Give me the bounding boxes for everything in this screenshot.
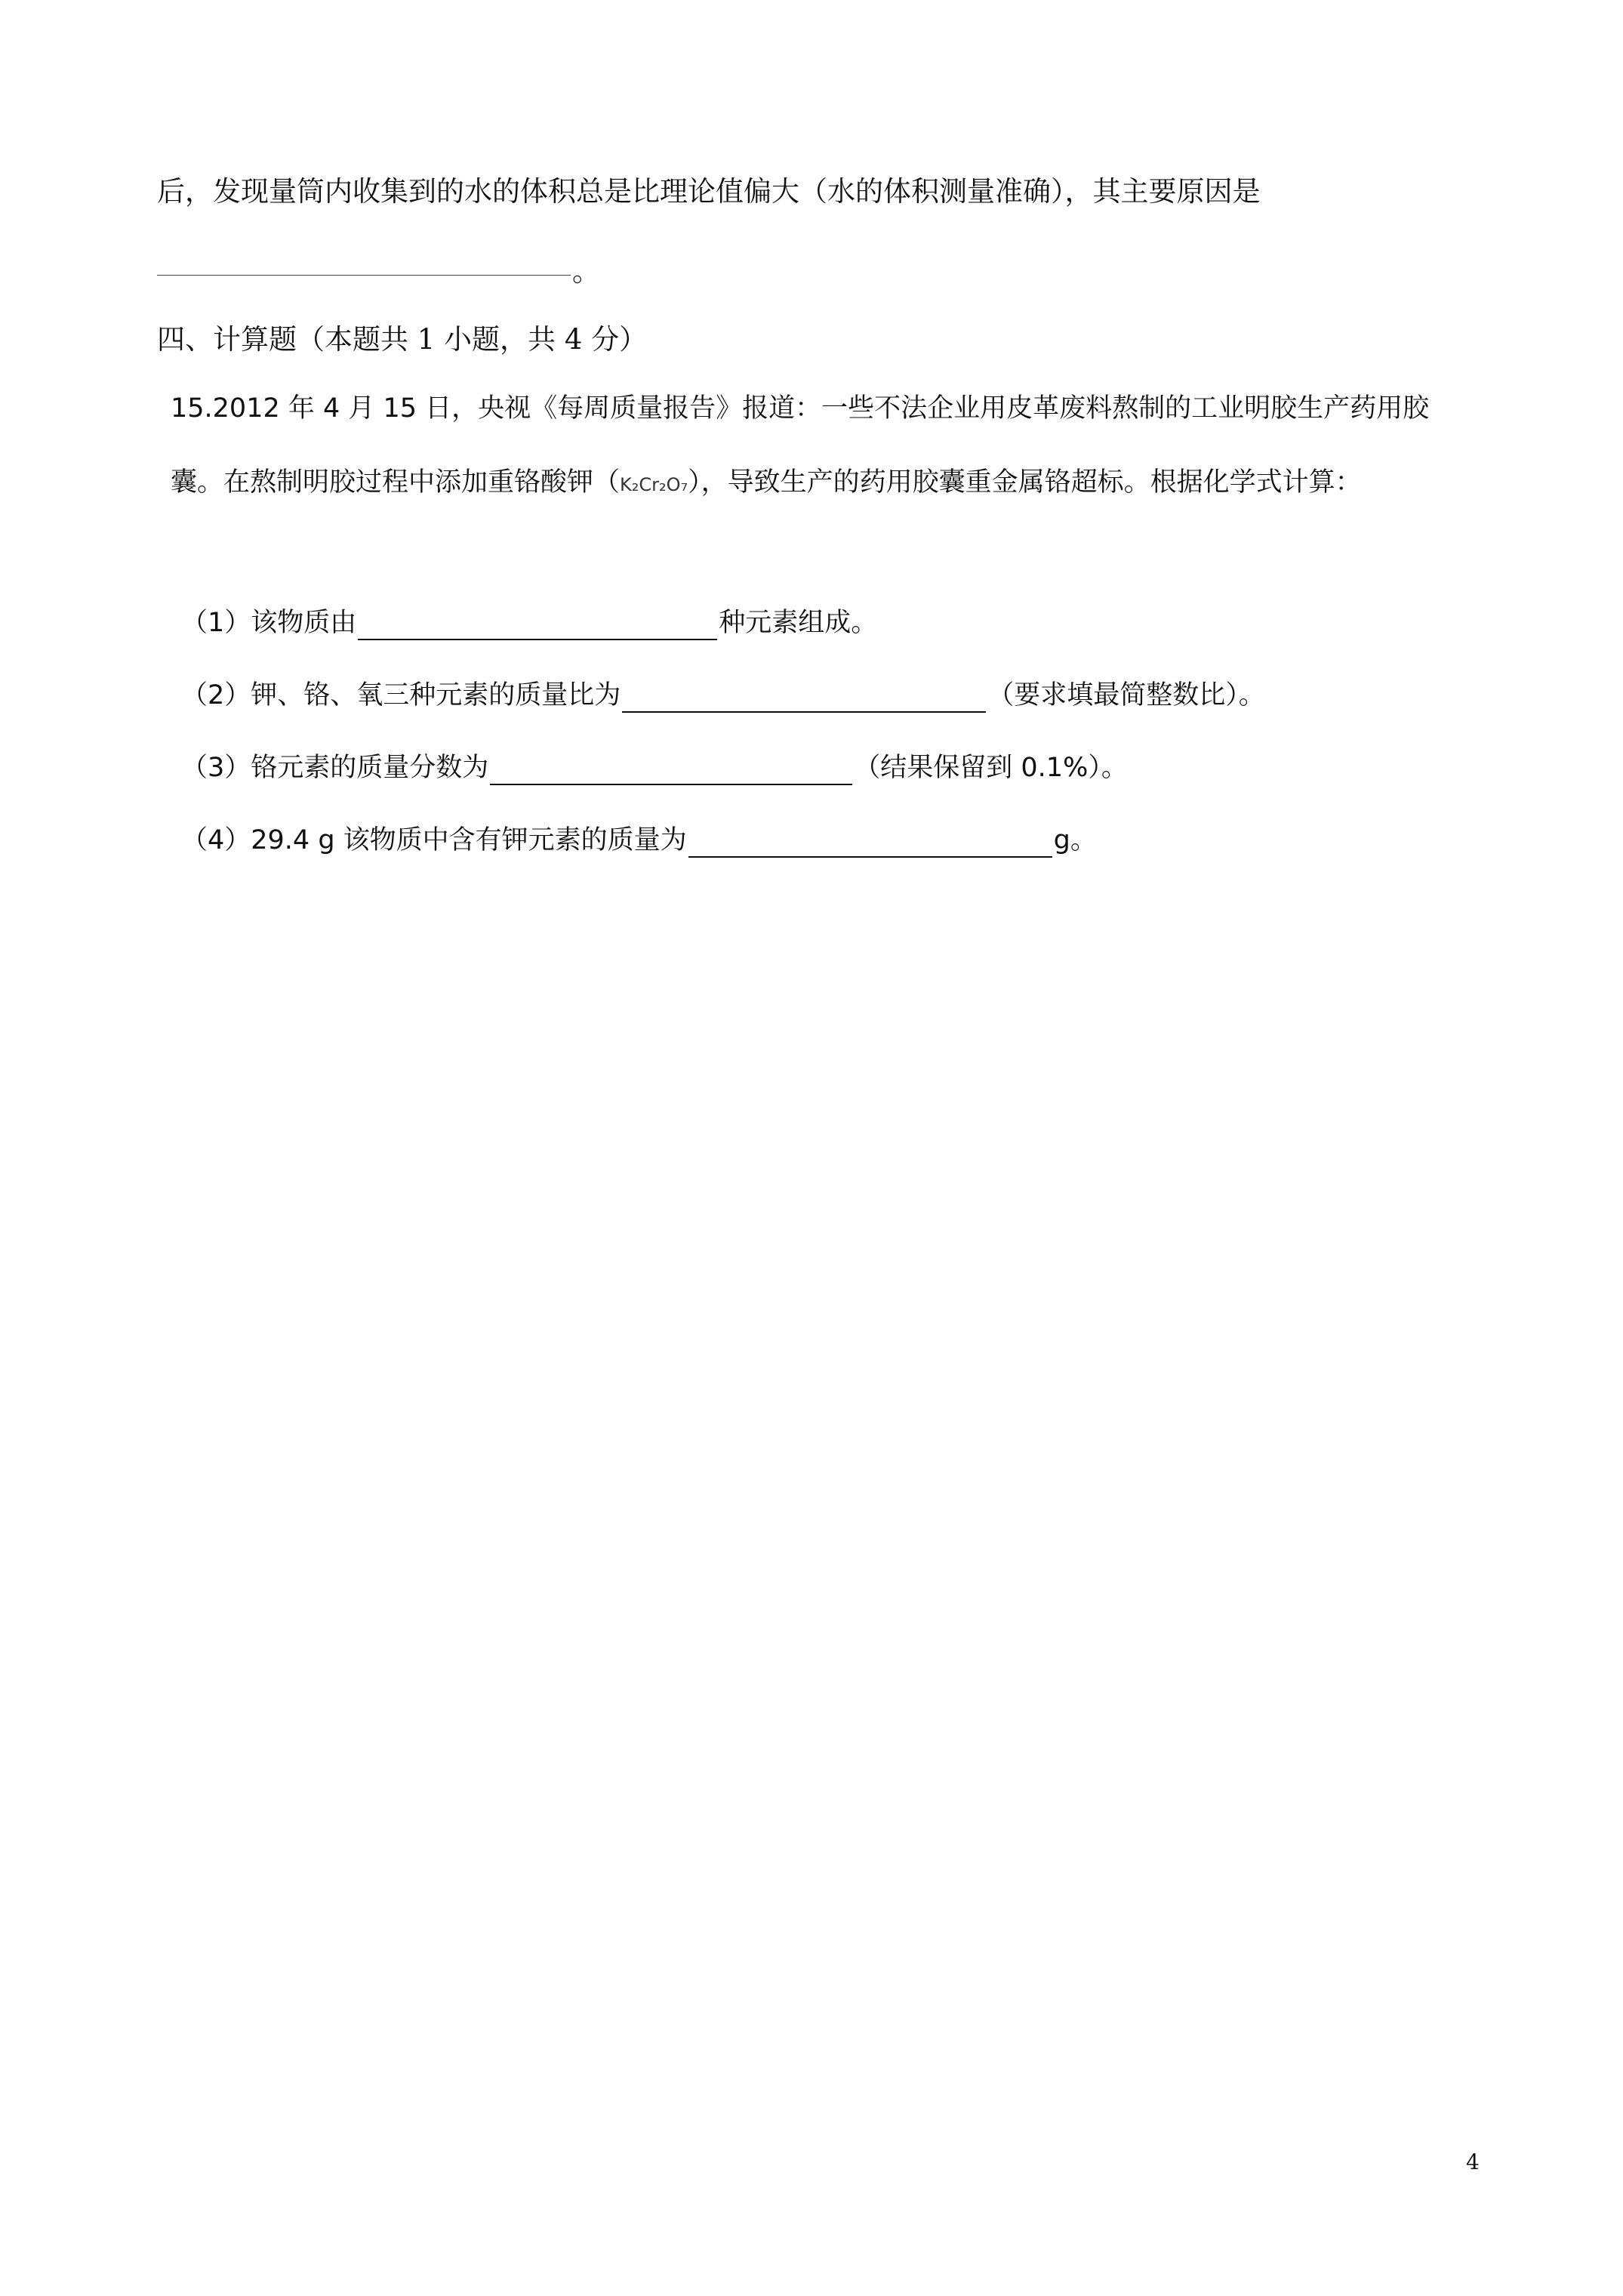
sub-question-2-blank[interactable] (622, 683, 986, 713)
sub-question-1 (181, 606, 877, 640)
sub-question-3-suffix: （结果保留到 0.1%）。 (854, 753, 1128, 783)
sub-question-4 (181, 823, 1097, 858)
sub-question-2-suffix: （要求填最简整数比）。 (987, 680, 1265, 710)
sub-question-2 (181, 678, 1265, 713)
answer-blank-line[interactable] (157, 275, 571, 276)
question-intro-line-1: 15.2012 年 4 月 15 日，央视《每周质量报告》报道：一些不法企业用皮革废料熬制的工业明胶生产药用胶 (171, 393, 1430, 424)
question-intro-line-2 (171, 465, 1362, 502)
sub-question-4-suffix: g。 (1053, 825, 1097, 855)
sub-question-3 (181, 750, 1128, 785)
page-number: 4 (1466, 2150, 1480, 2174)
blank-period: 。 (572, 255, 600, 288)
section-heading: 四、计算题（本题共 1 小题，共 4 分） (157, 323, 648, 356)
sub-question-2-prefix: （2）钾、铬、氧三种元素的质量比为 (181, 680, 621, 710)
intro-line-2-start: 囊。在熬制明胶过程中添加重铬酸钾（ (171, 467, 621, 498)
sub-question-1-blank[interactable] (358, 610, 717, 640)
sub-question-3-blank[interactable] (490, 755, 852, 785)
sub-question-4-prefix: （4）29.4 g 该物质中含有钾元素的质量为 (181, 825, 687, 855)
continued-text-line: 后，发现量筒内收集到的水的体积总是比理论值偏大（水的体积测量准确），其主要原因是 (157, 175, 1261, 208)
sub-question-1-prefix: （1）该物质由 (181, 608, 357, 638)
sub-question-3-prefix: （3）铬元素的质量分数为 (181, 753, 489, 783)
intro-line-2-end: ），导致生产的药用胶囊重金属铬超标。根据化学式计算： (688, 467, 1362, 498)
sub-question-1-suffix: 种元素组成。 (719, 608, 878, 638)
sub-question-4-blank[interactable] (688, 827, 1052, 858)
chemical-formula: K₂Cr₂O₇ (620, 474, 688, 495)
